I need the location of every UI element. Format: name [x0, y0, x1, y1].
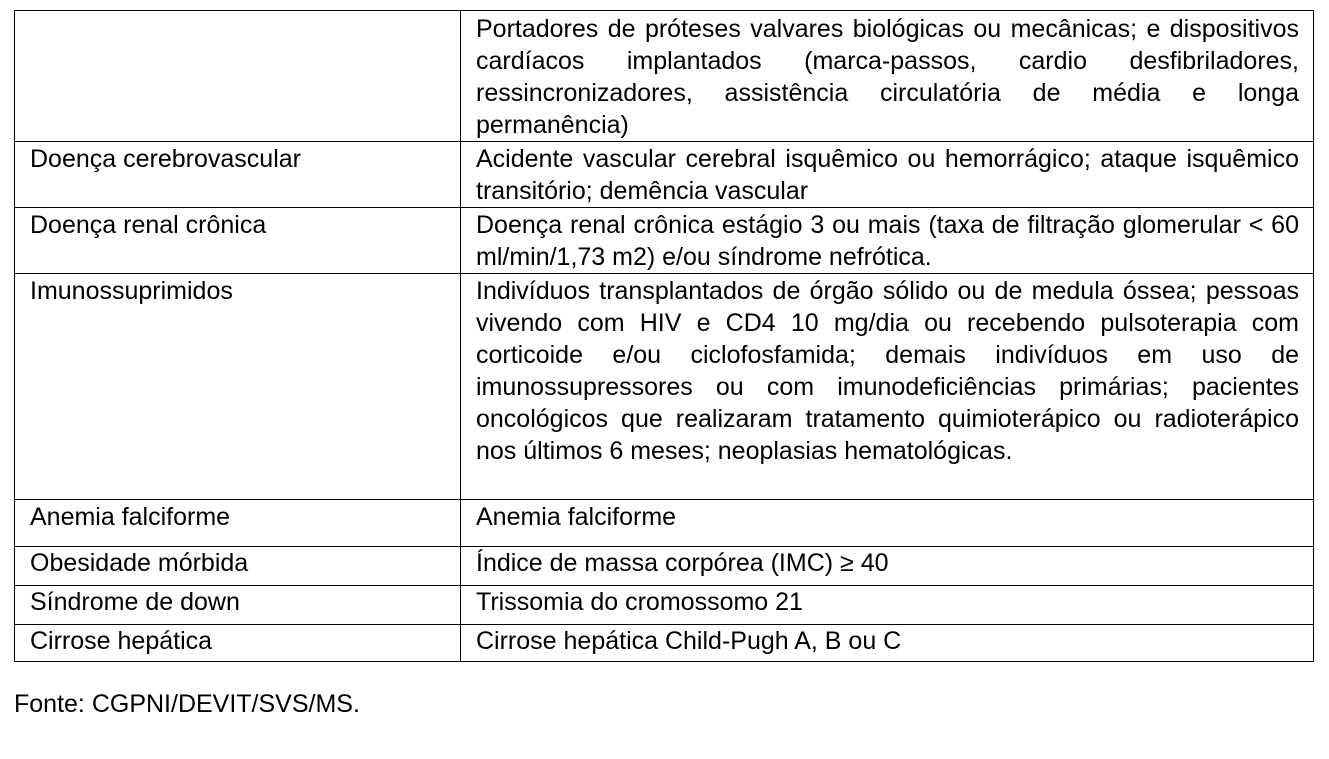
table-row — [15, 547, 1314, 586]
table-row — [15, 625, 1314, 662]
table-row — [15, 500, 1314, 547]
condition-cell: Cirrose hepática — [15, 625, 461, 662]
condition-cell: Doença renal crônica — [15, 208, 461, 274]
condition-cell: Imunossuprimidos — [15, 274, 461, 500]
condition-cell: Obesidade mórbida — [15, 547, 461, 586]
description-cell: Indivíduos transplantados de órgão sólido ou de medula óssea; pessoas vivendo com HIV e CD4 10 mg/dia ou recebendo pulsoterapia com corticoide e/ou ciclofosfamida; demais indivíduos em uso de imunossupressores ou com imunodeficiências primárias; pacientes oncológicos que realizaram tratamento quimioterápico ou radioterápico nos últimos 6 meses; neoplasias hematológicas. — [461, 274, 1314, 500]
description-cell: Anemia falciforme — [461, 500, 1314, 547]
condition-cell: Anemia falciforme — [15, 500, 461, 547]
description-cell: Índice de massa corpórea (IMC) ≥ 40 — [461, 547, 1314, 586]
description-cell: Portadores de próteses valvares biológicas ou mecânicas; e dispositivos cardíacos implantados (marca-passos, cardio desfibriladores, ressincronizadores, assistência circulatória de média e longa permanência) — [461, 11, 1314, 142]
description-cell: Trissomia do cromossomo 21 — [461, 586, 1314, 625]
table-row — [15, 11, 1314, 142]
description-cell: Acidente vascular cerebral isquêmico ou hemorrágico; ataque isquêmico transitório; demência vascular — [461, 142, 1314, 208]
table-row — [15, 586, 1314, 625]
condition-cell: Síndrome de down — [15, 586, 461, 625]
condition-cell: Doença cerebrovascular — [15, 142, 461, 208]
description-cell: Doença renal crônica estágio 3 ou mais (taxa de filtração glomerular < 60 ml/min/1,73 m2) e/ou síndrome nefrótica. — [461, 208, 1314, 274]
condition-cell — [15, 11, 461, 142]
table-row — [15, 208, 1314, 274]
source-note: Fonte: CGPNI/DEVIT/SVS/MS. — [14, 690, 360, 718]
description-cell: Cirrose hepática Child-Pugh A, B ou C — [461, 625, 1314, 662]
table-row — [15, 274, 1314, 500]
table-row — [15, 142, 1314, 208]
comorbidity-table — [14, 10, 1314, 662]
